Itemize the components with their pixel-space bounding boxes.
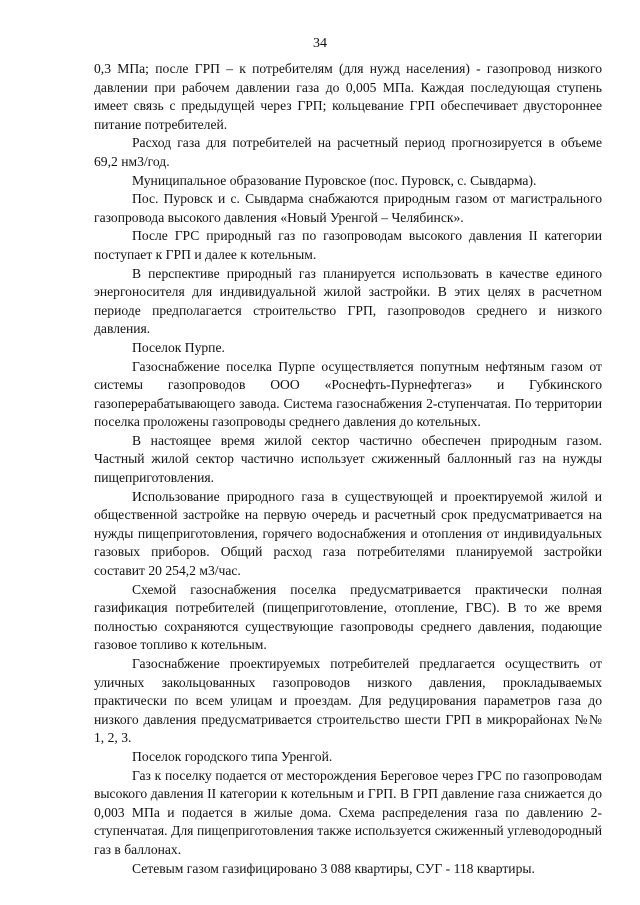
paragraph: 0,3 МПа; после ГРП – к потребителям (для нужд населения) - газопровод низкого давлении при рабочем давлении газа до 0,005 МПа. Каждая последующая ступень имеет связь с предыдущей через ГРП; кольцевание ГРП обеспечивает двустороннее питание потребителей. xyxy=(94,61,602,132)
paragraph: Расход газа для потребителей на расчетный период прогнозируется в объеме 69,2 нм3/год. xyxy=(94,135,602,169)
paragraph: Сетевым газом газифицировано 3 088 квартиры, СУГ - 118 квартиры. xyxy=(132,860,535,876)
paragraph: Использование природного газа в существующей и проектируемой жилой и общественной застройке на первую очередь и расчетный срок предусматривается на нужды пищеприготовления, горячего водоснабжения и отопления от индивидуальных газовых приборов. Общий расход газа потребителями планируемой застройки составит 20 254,2 м3/час. xyxy=(94,488,602,579)
paragraph: Газ к поселку подается от месторождения Береговое через ГРС по газопроводам высокого давления II категории к котельным и ГРП. В ГРП давление газа снижается до 0,003 МПа и подается в жилые дома. Схема распределения газа по давлению 2-ступенчатая. Для пищеприготовления также используется сжиженный углеводородный газ в баллонах. xyxy=(94,767,602,857)
body-text xyxy=(94,60,602,878)
paragraph: Пос. Пуровск и с. Сывдарма снабжаются природным газом от магистрального газопровода высокого давления «Новый Уренгой – Челябинск». xyxy=(94,191,602,225)
paragraph: В настоящее время жилой сектор частично обеспечен природным газом. Частный жилой сектор частично использует сжиженный баллонный газ на нужды пищеприготовления. xyxy=(94,432,602,486)
paragraph: После ГРС природный газ по газопроводам высокого давления II категории поступает к ГРП и далее к котельным. xyxy=(94,228,602,262)
page-number: 34 xyxy=(313,36,327,51)
paragraph: Газоснабжение проектируемых потребителей предлагается осуществить от уличных закольцованных газопроводов низкого давления, прокладываемых практически по всем улицам и проездам. Для редуцирования параметров газа до низкого давления предусматривается строительство шести ГРП в микрорайонах №№ 1, 2, 3. xyxy=(94,656,602,746)
paragraph: Газоснабжение поселка Пурпе осуществляется попутным нефтяным газом от системы газопроводов ООО «Роснефть-Пурнефтегаз» и Губкинского газоперерабатывающего завода. Система газоснабжения 2-ступенчатая. По территории поселка проложены газопроводы среднего давления до котельных. xyxy=(94,358,602,430)
paragraph: Поселок Пурпе. xyxy=(132,339,225,355)
paragraph: В перспективе природный газ планируется использовать в качестве единого энергоносителя для индивидуальной жилой застройки. В этих целях в расчетном периоде предполагается строительство ГРП, газопроводов среднего и низкого давления. xyxy=(94,265,602,337)
paragraph: Схемой газоснабжения поселка предусматривается практически полная газификация потребителей (пищеприготовление, отопление, ГВС). В то же время полностью сохраняются существующие газопроводы среднего давления, подающие газовое топливо к котельным. xyxy=(94,581,602,653)
paragraph: Поселок городского типа Уренгой. xyxy=(132,748,333,764)
paragraph: Муниципальное образование Пуровское (пос. Пуровск, с. Сывдарма). xyxy=(132,172,537,188)
